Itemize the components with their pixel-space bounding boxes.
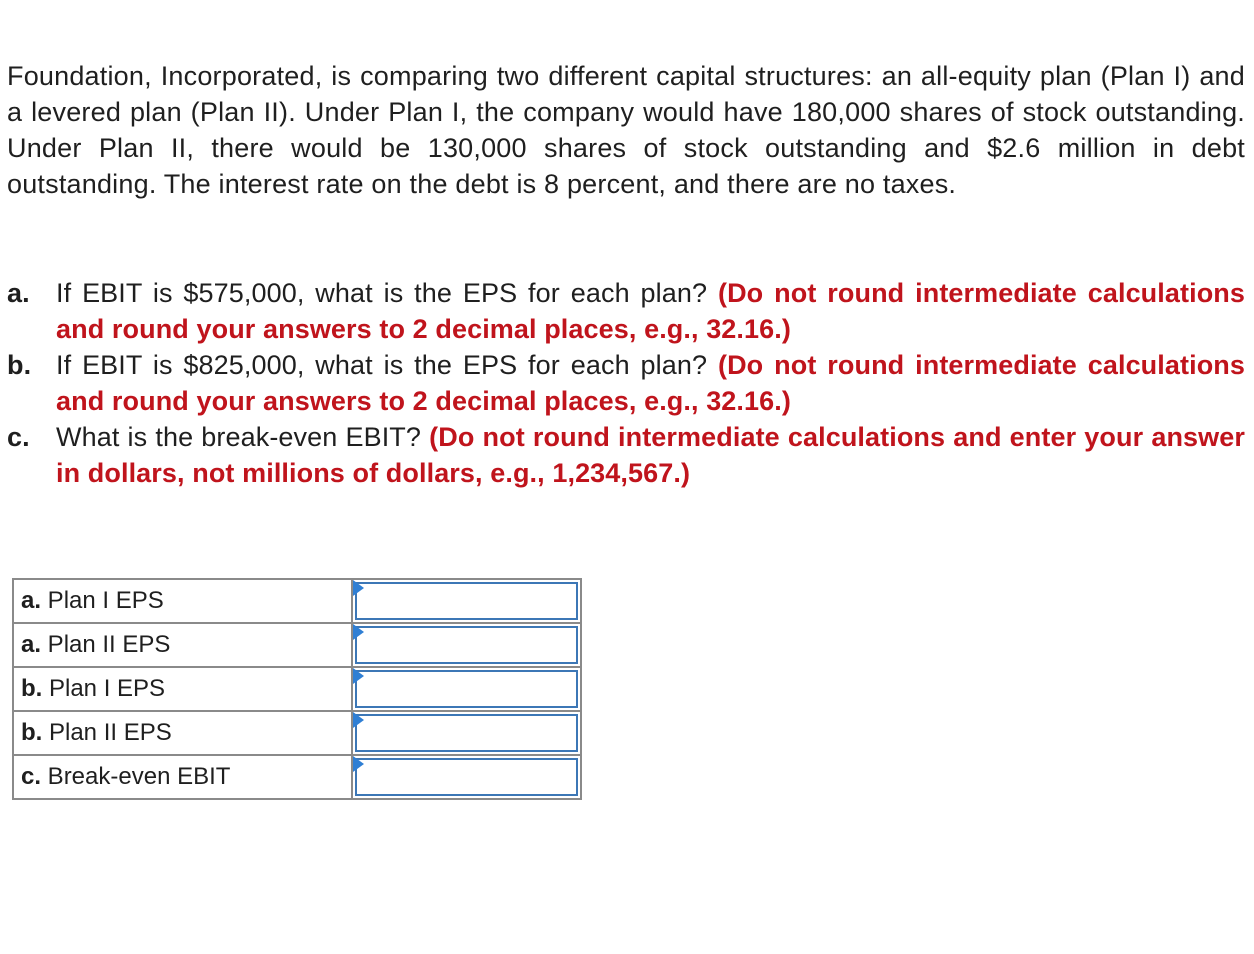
answer-part-letter: a. bbox=[21, 631, 42, 658]
question-instruction: (Do not round intermediate calculations and round your answers to 2 decimal places, e.g., 32.16.) bbox=[56, 278, 1245, 344]
answer-label bbox=[13, 667, 352, 711]
plan-i-eps-a-input[interactable] bbox=[357, 584, 576, 618]
answer-row-plan-ii-eps-b bbox=[13, 711, 581, 755]
answer-input-wrapper bbox=[355, 714, 578, 752]
answer-label bbox=[13, 755, 352, 799]
answer-row-plan-i-eps-a bbox=[13, 579, 581, 623]
plan-ii-eps-b-input[interactable] bbox=[357, 716, 576, 750]
question-c bbox=[7, 419, 1245, 491]
answer-input-wrapper bbox=[355, 670, 578, 708]
flag-icon bbox=[353, 668, 364, 684]
question-letter: c. bbox=[7, 422, 30, 452]
answer-cell bbox=[352, 579, 581, 623]
flag-icon bbox=[353, 580, 364, 596]
answer-part-letter: b. bbox=[21, 719, 43, 746]
answer-part-letter: c. bbox=[21, 763, 42, 790]
answer-input-wrapper bbox=[355, 758, 578, 796]
flag-icon bbox=[353, 624, 364, 640]
answer-label bbox=[13, 623, 352, 667]
answer-label bbox=[13, 711, 352, 755]
question-instruction: (Do not round intermediate calculations and round your answers to 2 decimal places, e.g., 32.16.) bbox=[56, 350, 1245, 416]
answer-cell bbox=[352, 667, 581, 711]
question-letter: b. bbox=[7, 350, 32, 380]
answer-label bbox=[13, 579, 352, 623]
answer-row-plan-ii-eps-a bbox=[13, 623, 581, 667]
answer-label-text: Break-even EBIT bbox=[41, 763, 231, 790]
answer-label-text: Plan I EPS bbox=[42, 675, 166, 702]
question-text: If EBIT is $575,000, what is the EPS for each plan? bbox=[56, 278, 718, 308]
flag-icon bbox=[353, 712, 364, 728]
question-letter: a. bbox=[7, 278, 30, 308]
answer-row-plan-i-eps-b bbox=[13, 667, 581, 711]
question-text: What is the break-even EBIT? bbox=[56, 422, 430, 452]
question-text: If EBIT is $825,000, what is the EPS for each plan? bbox=[56, 350, 718, 380]
answer-table bbox=[12, 578, 582, 800]
answer-input-wrapper bbox=[355, 582, 578, 620]
question-instruction: (Do not round intermediate calculations and enter your answer in dollars, not millions of dollars, e.g., 1,234,567.) bbox=[56, 422, 1245, 488]
answer-cell bbox=[352, 755, 581, 799]
answer-row-break-even-ebit bbox=[13, 755, 581, 799]
answer-cell bbox=[352, 711, 581, 755]
answer-label-text: Plan II EPS bbox=[41, 631, 171, 658]
answer-part-letter: a. bbox=[21, 587, 42, 614]
answer-cell bbox=[352, 623, 581, 667]
question-list bbox=[7, 275, 1245, 491]
flag-icon bbox=[353, 756, 364, 772]
answer-input-wrapper bbox=[355, 626, 578, 664]
question-b bbox=[7, 347, 1245, 419]
break-even-ebit-input[interactable] bbox=[357, 760, 576, 794]
problem-statement: Foundation, Incorporated, is comparing two different capital structures: an all-equity plan (Plan I) and a levered plan (Plan II). Under Plan I, the company would have 180,000 shares of stock outstanding. Under Plan II, there would be 130,000 shares of stock outstanding and $2.6 million in debt outstanding. The interest rate on the debt is 8 percent, and there are no taxes. bbox=[7, 61, 1245, 199]
answer-label-text: Plan I EPS bbox=[41, 587, 164, 614]
answer-part-letter: b. bbox=[21, 675, 43, 702]
answer-label-text: Plan II EPS bbox=[42, 719, 172, 746]
question-a bbox=[7, 275, 1245, 347]
plan-i-eps-b-input[interactable] bbox=[357, 672, 576, 706]
plan-ii-eps-a-input[interactable] bbox=[357, 628, 576, 662]
